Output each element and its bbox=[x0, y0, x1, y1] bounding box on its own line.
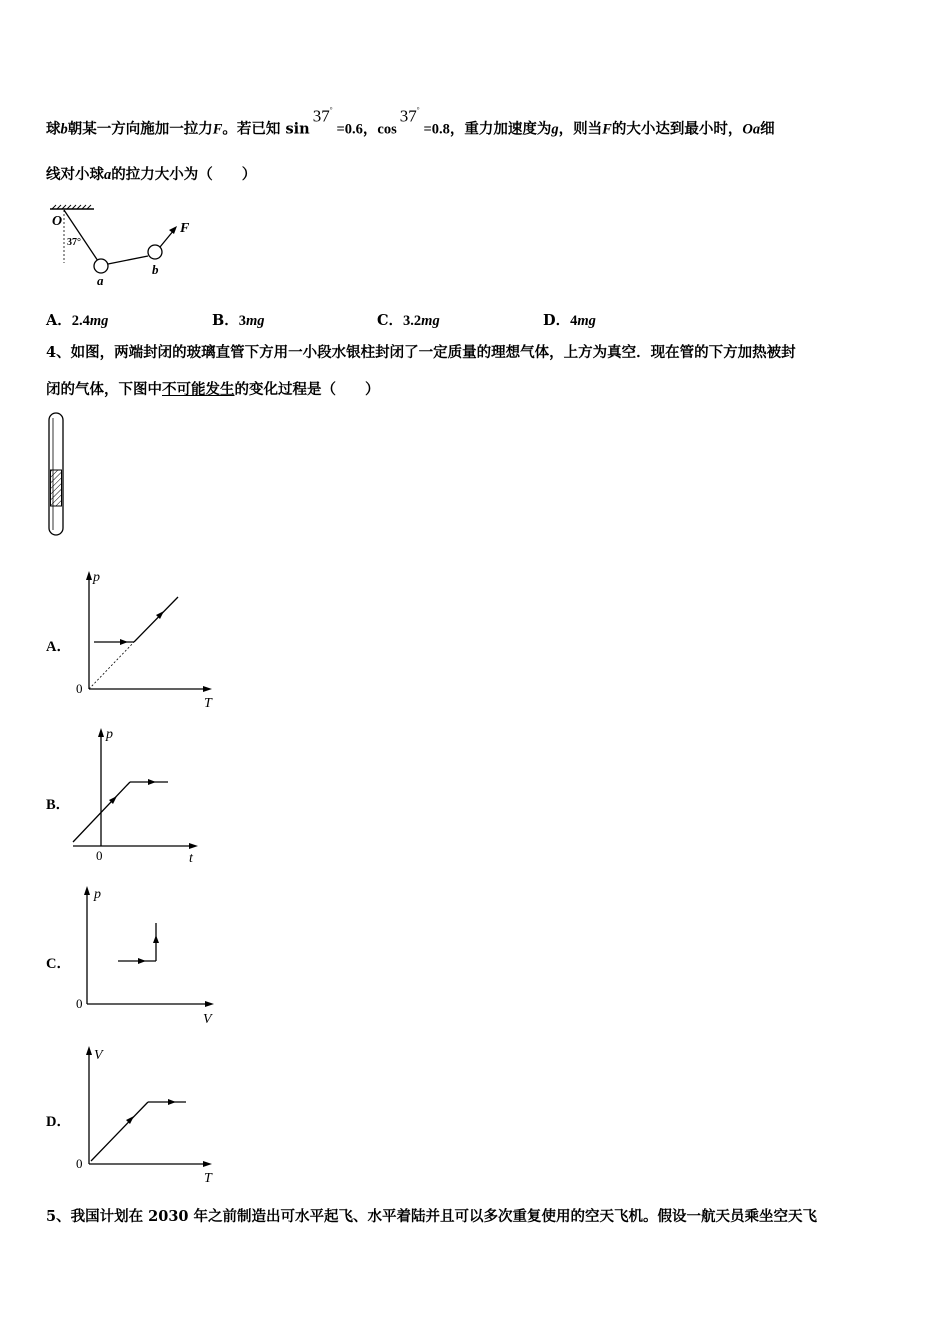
axis-label-T: T bbox=[204, 1171, 212, 1186]
q3-option-c[interactable]: C．3.2mg bbox=[377, 312, 440, 329]
q3-option-a[interactable]: A．2.4mg bbox=[46, 312, 109, 329]
q4-option-d-label[interactable]: D． bbox=[46, 1114, 71, 1130]
label-O: O bbox=[52, 214, 63, 229]
origin-label: 0 bbox=[96, 848, 103, 863]
axis-label-V: V bbox=[203, 1012, 212, 1027]
axis-label-p: p bbox=[93, 570, 100, 585]
origin-label: 0 bbox=[76, 1156, 83, 1171]
q5-text-line-1: 5、我国计划在 2030 年之前制造出可水平起飞、水平着陆并且可以多次重复使用的空天飞机。假设一航天员乘坐空天飞 bbox=[46, 1208, 818, 1225]
axis-label-p: p bbox=[94, 887, 101, 902]
q4-option-a-graph bbox=[70, 565, 220, 710]
q4-tube-figure bbox=[44, 410, 70, 540]
q4-option-c-label[interactable]: C． bbox=[46, 956, 71, 972]
q3-option-b[interactable]: B．3mg bbox=[212, 312, 265, 329]
origin-label: 0 bbox=[76, 996, 83, 1011]
label-a: a bbox=[97, 273, 104, 288]
q4-option-a-label[interactable]: A． bbox=[46, 639, 71, 655]
q4-option-b-graph bbox=[70, 722, 210, 867]
origin-label: 0 bbox=[76, 681, 83, 696]
q4-text-line-2: 闭的气体，下图中不可能发生的变化过程是（ ） bbox=[46, 381, 380, 398]
q4-option-c-graph bbox=[70, 880, 220, 1025]
label-angle: 37° bbox=[67, 237, 81, 248]
axis-label-t: t bbox=[189, 851, 193, 866]
q3-option-d[interactable]: D．4mg bbox=[543, 312, 596, 329]
q3-text-line-1: 球b朝某一方向施加一拉力F。若已知 sin37°=0.6，cos37°=0.8，重力加速度为g，则当F的大小达到最小时，Oa细 bbox=[46, 115, 775, 140]
cos-angle: 37° bbox=[399, 106, 420, 126]
q3-text-line-2: 线对小球a的拉力大小为（ ） bbox=[46, 166, 257, 183]
q3-figure bbox=[46, 205, 206, 295]
axis-label-p: p bbox=[106, 727, 113, 742]
q4-option-b-label[interactable]: B． bbox=[46, 797, 71, 813]
sin-angle: 37° bbox=[312, 106, 333, 126]
q4-option-d-graph bbox=[70, 1040, 220, 1185]
axis-label-V: V bbox=[94, 1048, 103, 1063]
axis-label-T: T bbox=[204, 696, 212, 711]
q4-text-line-1: 4、如图，两端封闭的玻璃直管下方用一小段水银柱封闭了一定质量的理想气体，上方为真空．现在管的下方加热被封 bbox=[46, 344, 796, 361]
label-b: b bbox=[152, 262, 159, 277]
label-F: F bbox=[180, 221, 190, 236]
